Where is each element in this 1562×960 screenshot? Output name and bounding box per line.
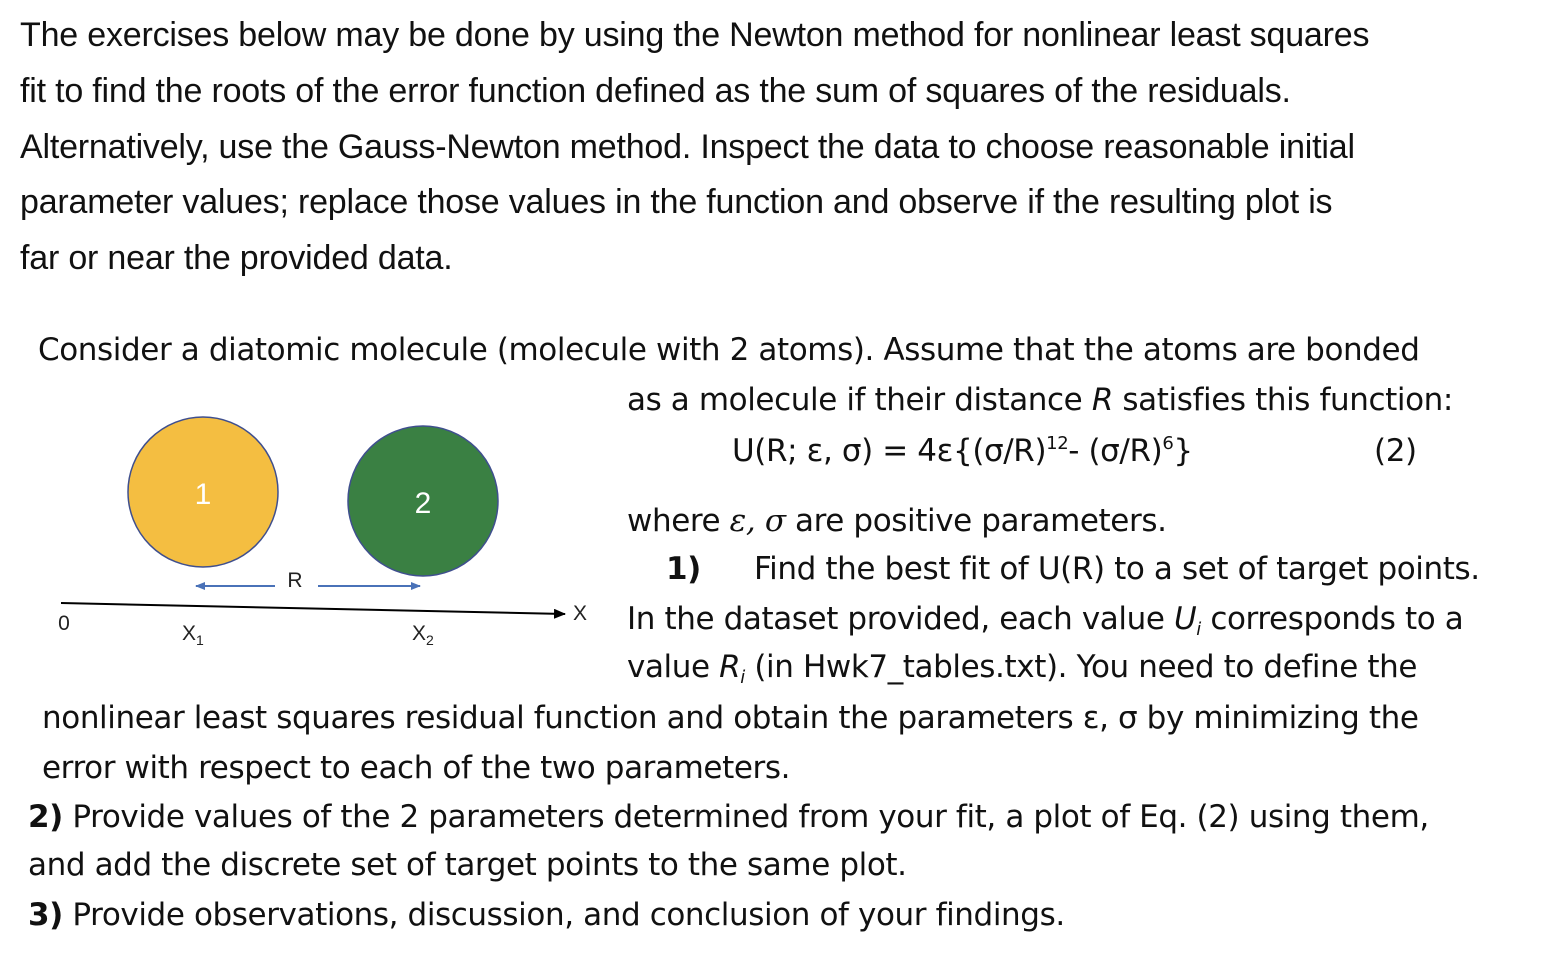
params-post: are positive parameters.	[785, 503, 1167, 539]
item-2-number: 2)	[28, 799, 63, 835]
item-1-text: Find the best fit of U(R) to a set of target points.	[754, 551, 1480, 587]
distance-variable: R	[1091, 382, 1113, 418]
item-1-number: 1)	[666, 551, 701, 587]
dataset-u: U	[1173, 601, 1197, 637]
equation-exponent-6: 6	[1162, 433, 1174, 454]
dataset-r-sub: i	[740, 667, 745, 688]
equation-post: }	[1173, 433, 1193, 469]
atom-2-label: 2	[414, 487, 432, 520]
problem-line-2-pre: as a molecule if their distance	[627, 382, 1092, 418]
params-pre: where	[627, 503, 730, 539]
item-3-text: Provide observations, discussion, and conclusion of your findings.	[62, 897, 1065, 933]
problem-line-2-post: satisfies this function:	[1112, 382, 1453, 418]
x2-subscript: 2	[426, 632, 434, 648]
equation-number: (2)	[1374, 433, 1417, 469]
equation-mid: - (σ/R)	[1068, 433, 1163, 469]
problem-line-2	[627, 382, 1453, 418]
origin-label: 0	[58, 612, 70, 635]
dataset-line-1	[627, 601, 1464, 640]
x1-label	[182, 622, 204, 648]
item-2-text: Provide values of the 2 parameters determined from your fit, a plot of Eq. (2) using them,	[62, 799, 1429, 835]
equation-exponent-12: 12	[1046, 433, 1069, 454]
intro-line-4: parameter values; replace those values in the function and observe if the resulting plot is	[20, 183, 1333, 221]
r-label: R	[287, 569, 303, 592]
item-3-number: 3)	[28, 897, 63, 933]
equation-pre: U(R; ε, σ) = 4ε{(σ/R)	[732, 433, 1047, 469]
x2-main: X	[412, 622, 427, 645]
x-axis	[61, 603, 565, 614]
problem-line-1: Consider a diatomic molecule (molecule with 2 atoms). Assume that the atoms are bonded	[38, 332, 1420, 368]
molecule-diagram	[0, 380, 620, 660]
dataset-line-2-pre: value	[627, 649, 720, 685]
equation	[732, 433, 1193, 469]
x-axis-label: X	[572, 602, 588, 625]
dataset-r: R	[719, 649, 741, 685]
params-vars: ε, σ	[729, 503, 786, 539]
dataset-line-2	[627, 649, 1418, 688]
dataset-mid: corresponds to a	[1200, 601, 1464, 637]
item-2-line-1	[28, 799, 1429, 835]
item-2-line-2: and add the discrete set of target points to the same plot.	[28, 847, 907, 883]
params-line	[627, 503, 1167, 539]
dataset-u-sub: i	[1196, 619, 1201, 640]
intro-line-1: The exercises below may be done by using the Newton method for nonlinear least squares	[20, 16, 1370, 54]
item-3	[28, 897, 1065, 933]
intro-line-5: far or near the provided data.	[20, 239, 453, 277]
intro-line-3: Alternatively, use the Gauss-Newton method. Inspect the data to choose reasonable initial	[20, 128, 1355, 166]
x1-subscript: 1	[196, 632, 204, 648]
intro-line-2: fit to find the roots of the error function defined as the sum of squares of the residuals.	[20, 72, 1291, 110]
x1-main: X	[182, 622, 197, 645]
residual-line-2: error with respect to each of the two parameters.	[42, 750, 791, 786]
dataset-line-2-post: (in Hwk7_tables.txt). You need to define the	[744, 649, 1418, 685]
residual-line-1: nonlinear least squares residual function and obtain the parameters ε, σ by minimizing the	[42, 700, 1419, 736]
atom-1-label: 1	[194, 478, 212, 511]
dataset-pre: In the dataset provided, each value	[627, 601, 1174, 637]
x2-label	[412, 622, 434, 648]
